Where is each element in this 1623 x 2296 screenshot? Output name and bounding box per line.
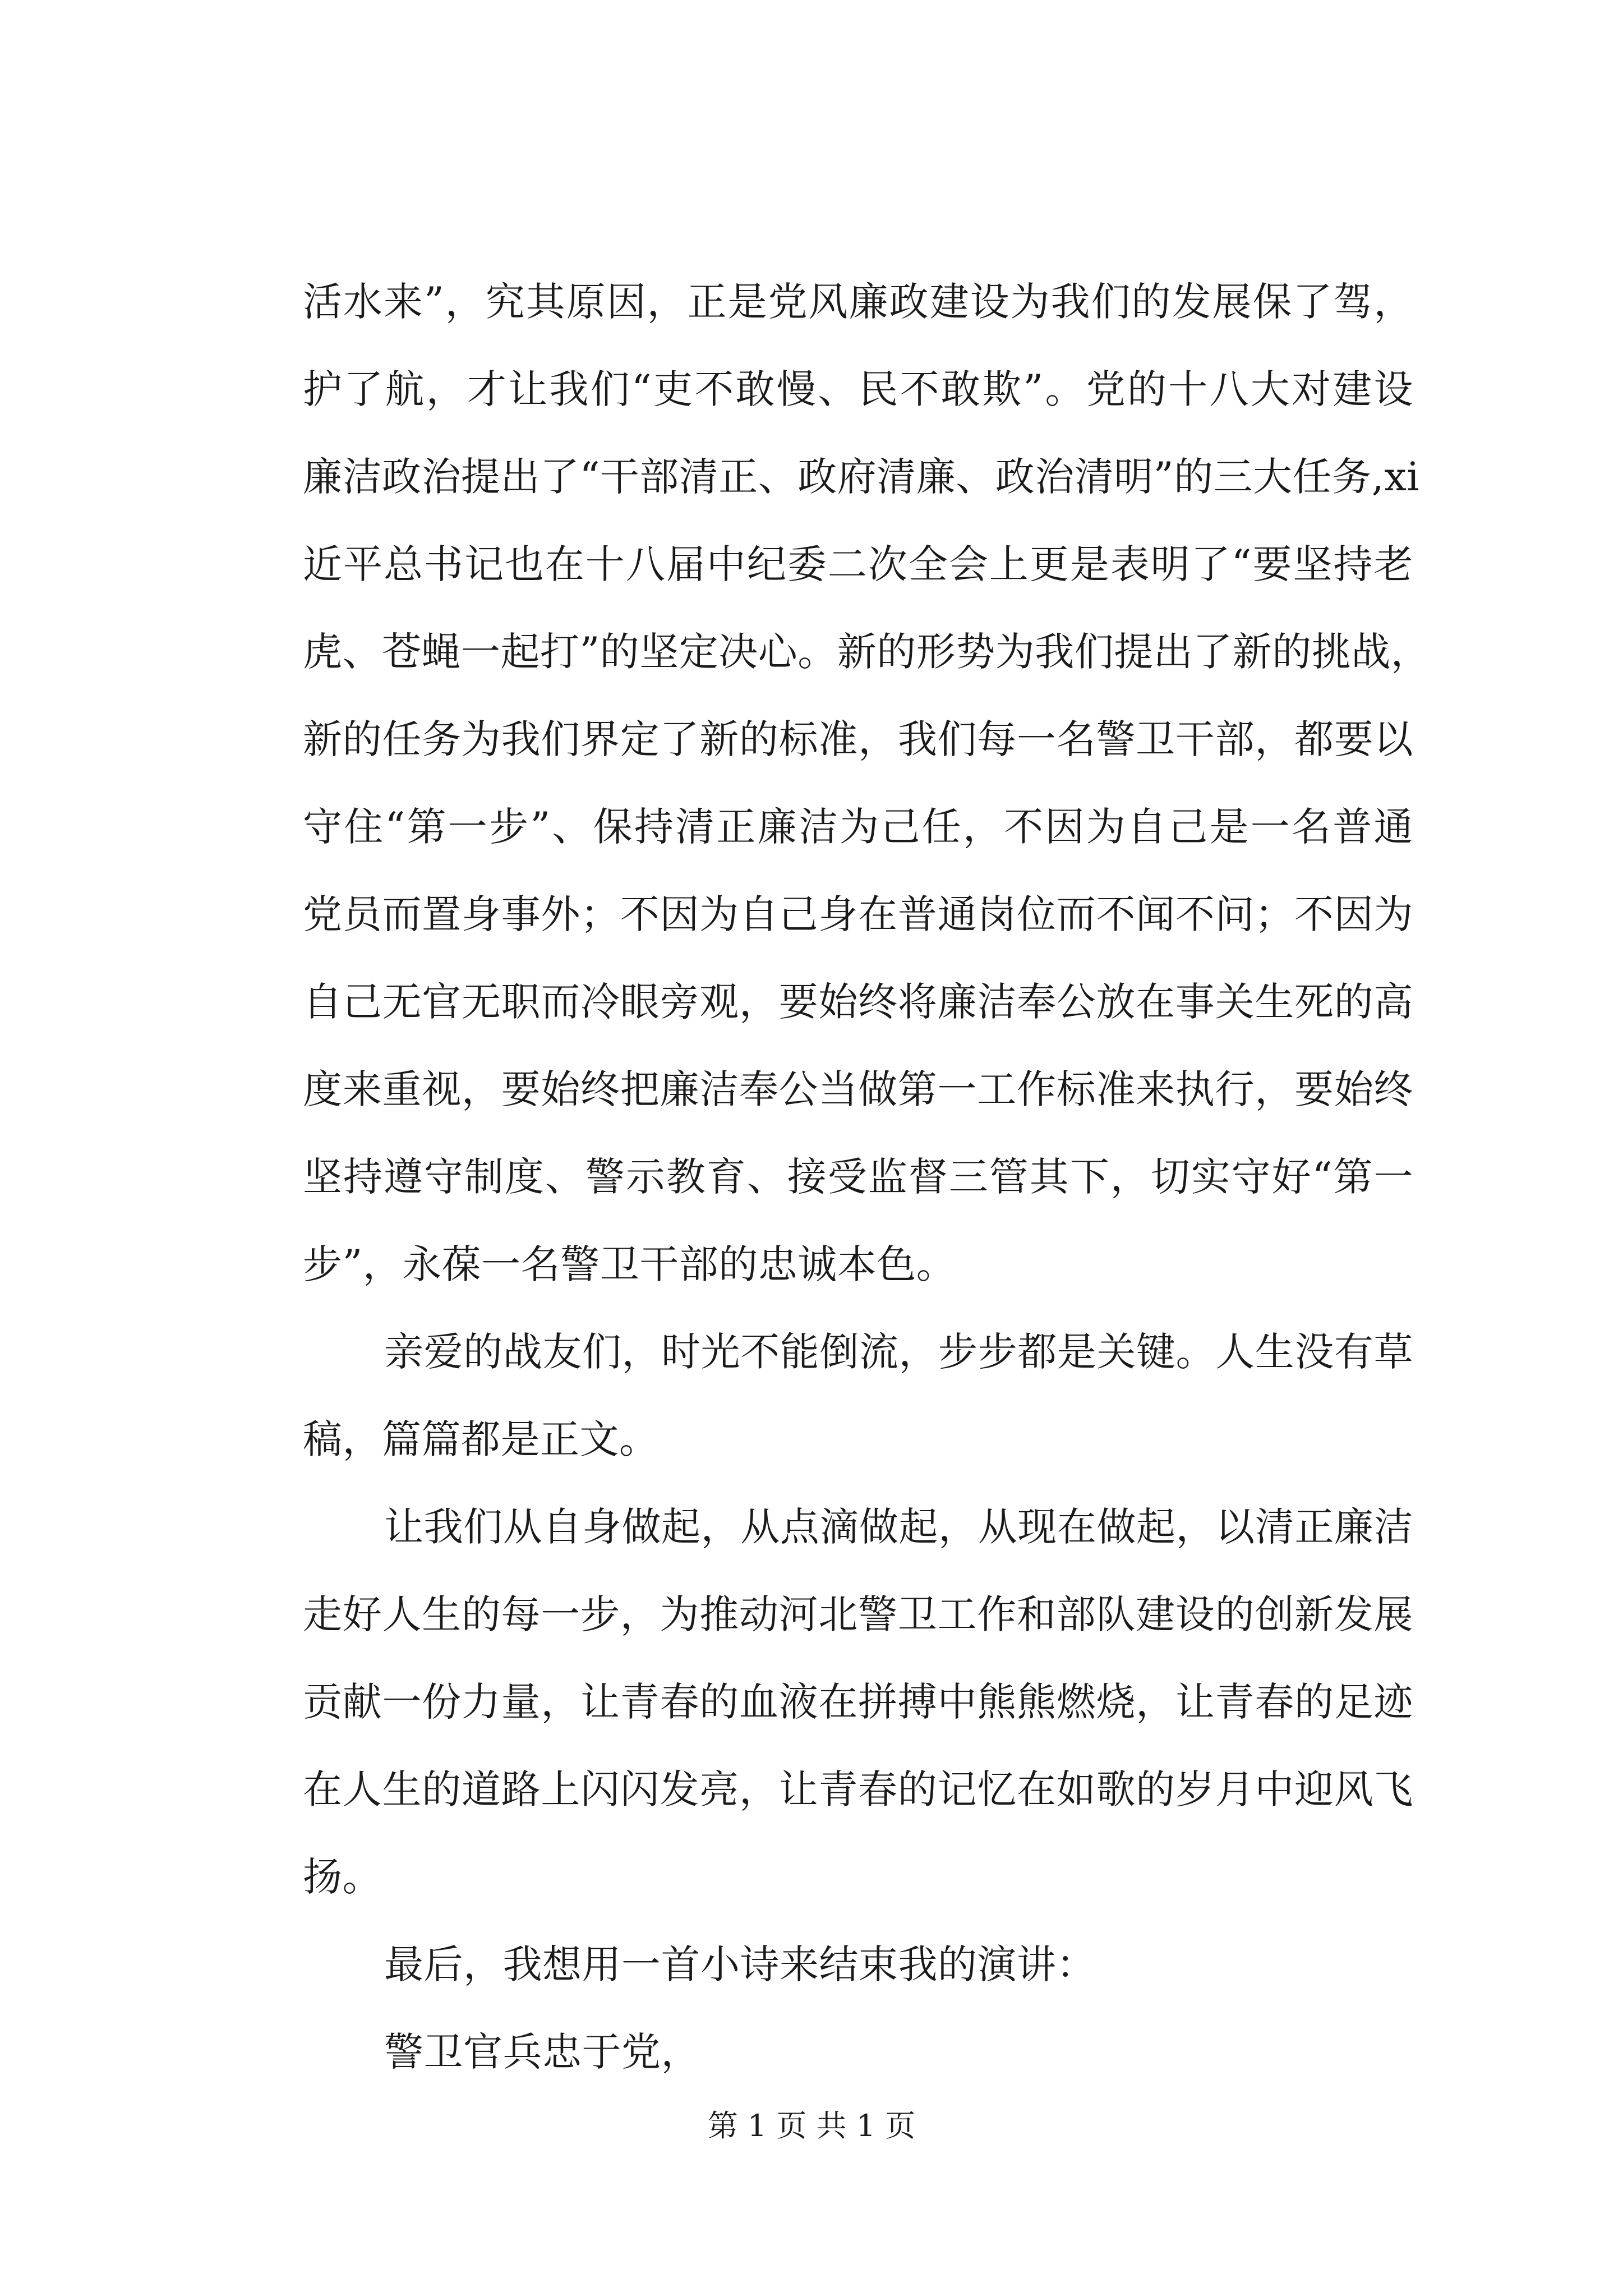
text-line: 近平总书记也在十八届中纪委二次全会上更是表明了“要坚持老: [303, 541, 1413, 587]
text-line: 新的任务为我们界定了新的标准，我们每一名警卫干部，都要以: [303, 716, 1413, 762]
text-line: 亲爱的战友们，时光不能倒流，步步都是关键。人生没有草: [384, 1329, 1413, 1375]
text-line: 在人生的道路上闪闪发亮，让青春的记忆在如歌的岁月中迎风飞: [303, 1766, 1413, 1812]
text-line: 坚持遵守制度、警示教育、接受监督三管其下，切实守好“第一: [303, 1154, 1413, 1200]
text-line: 扬。: [303, 1854, 382, 1900]
text-line: 让我们从自身做起，从点滴做起，从现在做起，以清正廉洁: [384, 1504, 1413, 1550]
text-line: 自己无官无职而冷眼旁观，要始终将廉洁奉公放在事关生死的高: [303, 979, 1413, 1025]
text-line: 党员而置身事外；不因为自己身在普通岗位而不闻不问；不因为: [303, 891, 1413, 937]
text-line: 廉洁政治提出了“干部清正、政府清廉、政治清明”的三大任务,xi: [303, 454, 1420, 500]
text-line: 贡献一份力量，让青春的血液在拼搏中熊熊燃烧，让青春的足迹: [303, 1679, 1413, 1725]
text-line: 稿，篇篇都是正文。: [303, 1416, 659, 1462]
body-text: [303, 258, 1431, 2096]
text-line: 度来重视，要始终把廉洁奉公当做第一工作标准来执行，要始终: [303, 1066, 1413, 1112]
text-line: 警卫官兵忠于党，: [384, 2029, 700, 2075]
text-line: 最后，我想用一首小诗来结束我的演讲：: [384, 1941, 1096, 1987]
text-line: 守住“第一步”、保持清正廉洁为己任，不因为自己是一名普通: [303, 804, 1413, 850]
text-line: 步”，永葆一名警卫干部的忠诚本色。: [303, 1241, 956, 1287]
text-line: 活水来”，究其原因，正是党风廉政建设为我们的发展保了驾，: [303, 279, 1413, 325]
page-number-footer: 第 1 页 共 1 页: [707, 2108, 916, 2143]
text-line: 走好人生的每一步，为推动河北警卫工作和部队建设的创新发展: [303, 1591, 1413, 1637]
text-line: 护了航，才让我们“吏不敢慢、民不敢欺”。党的十八大对建设: [303, 366, 1413, 412]
text-line: 虎、苍蝇一起打”的坚定决心。新的形势为我们提出了新的挑战，: [303, 629, 1431, 675]
